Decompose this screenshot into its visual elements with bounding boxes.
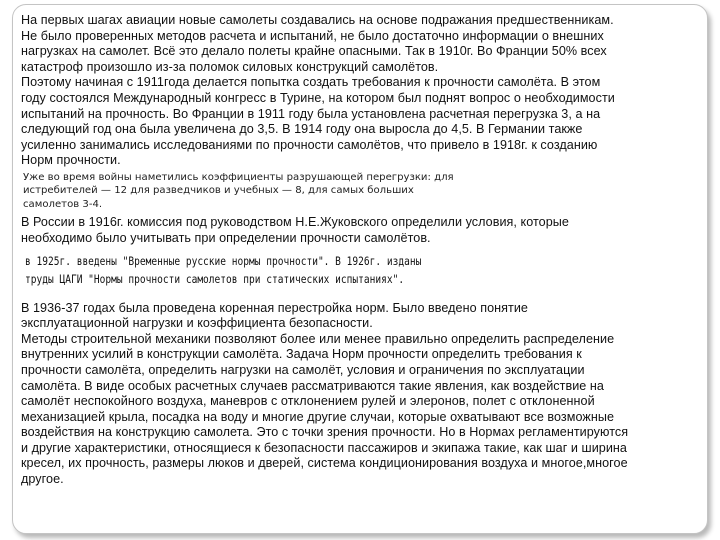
russia-1916-paragraph: В России в 1916г. комиссия под руководством Н.Е.Жуковского определили условия, которые необходимо было учитывать при определении прочности самолётов.: [21, 215, 569, 245]
slide-content: [21, 13, 703, 488]
war-coefficients-note: Уже во время войны наметились коэффициенты разрушающей перегрузки: для истребителей — 12 для разведчиков и учебных — 8, для самых больших самолетов 3-4.: [23, 171, 454, 210]
intro-paragraph: На первых шагах авиации новые самолеты создавались на основе подражания предшественникам. Не было проверенных методов расчета и испытаний, не было достаточно информации о внешних нагрузках на самолет. Всё это делало полеты крайне опасными. Так в 1910г. Во Франции 50% всех катастроф произошло из-за поломок силовых конструкций самолётов.: [21, 13, 614, 74]
reform-paragraph: В 1936-37 годах была проведена коренная перестройка норм. Было введено понятие эксплуатационной нагрузки и коэффициента безопасности. Методы строительной механики позволяют более или менее правильно определить распределение внутренних усилий в конструкции самолёта. Задача Норм прочности определить требования к прочности самолёта, определить нагрузки на самолёт, условия и ограничения по эксплуатации самолёта. В виде особых расчетных случаев рассматриваются такие явления, как воздействие на самолёт неспокойного воздуха, маневров с отклонением рулей и элеронов, полет с отклоненной механизацией крыла, посадка на воду и многие другие случаи, которые охватывают все возможные воздействия на конструкцию самолета. Это с точки зрения прочности. Но в Нормах регламентируются и другие характеристики, относящиеся к безопасности пассажиров и экипажа такие, как шаг и ширина кресел, их прочность, размеры люков и дверей, система кондиционирования воздуха и многое,многое другое.: [21, 300, 629, 487]
history-paragraph: Поэтому начиная с 1911года делается попытка создать требования к прочности самолёта. В этом году состоялся Международный конгресс в Турине, на котором был поднят вопрос о необходимости испытаний на прочность. Во Франции в 1911 году была установлена расчетная перегрузка 3, а на следующий год она была увеличена до 3,5. В 1914 году она выросла до 4,5. В Германии также усиленно занимались исследованиями по прочности самолётов, что привело в 1918г. к созданию Норм прочности.: [21, 75, 615, 168]
slide-frame: [12, 4, 708, 534]
norms-1925-paragraph: в 1925г. введены "Временные русские нормы прочности". В 1926г. изданы труды ЦАГИ "Нормы прочности самолетов при статических испытаниях".: [25, 255, 422, 286]
